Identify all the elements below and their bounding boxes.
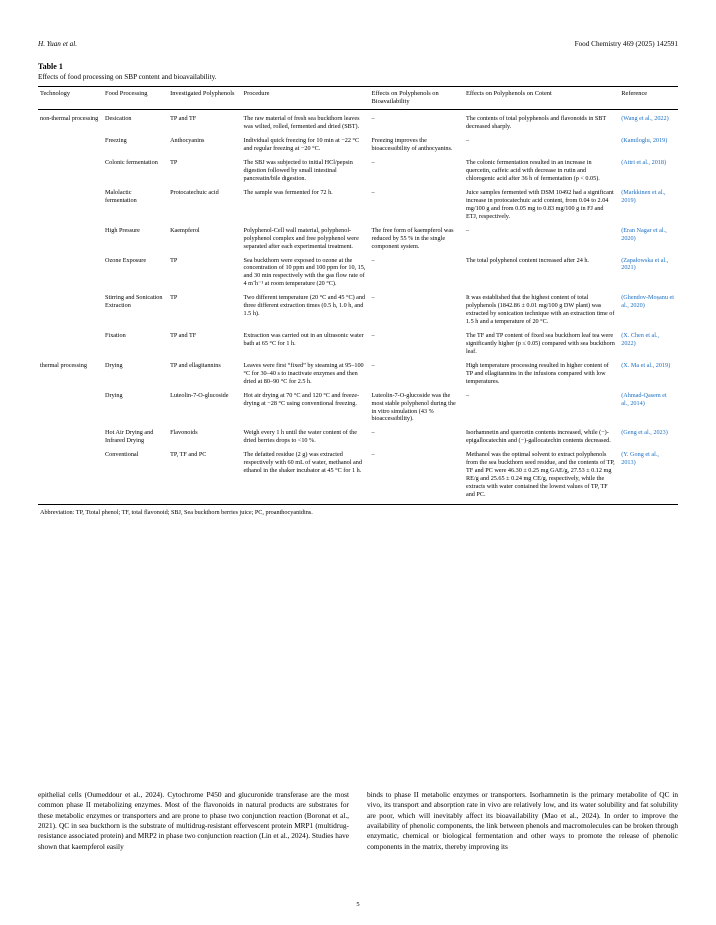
body-columns bbox=[38, 790, 678, 852]
cell-technology bbox=[38, 426, 103, 448]
table-row bbox=[38, 156, 678, 186]
cell-bioavailability: – bbox=[371, 361, 375, 369]
body-column-left bbox=[38, 790, 349, 852]
cell-polyphenols: TP and ellagitannins bbox=[170, 361, 221, 369]
body-column-right bbox=[367, 790, 678, 852]
cell-reference[interactable]: (Y. Gong et al., 2013) bbox=[621, 451, 659, 467]
cell-processing: Freezing bbox=[105, 137, 127, 145]
cell-processing: Drying bbox=[105, 361, 123, 369]
cell-processing: Stirring and Sonication Extraction bbox=[105, 294, 163, 310]
cell-technology bbox=[38, 254, 103, 292]
cell-polyphenols: TP bbox=[170, 159, 178, 167]
cell-processing: Colonic fermentation bbox=[105, 159, 158, 167]
cell-bioavailability: – bbox=[371, 294, 375, 302]
cell-reference[interactable]: (X. Chen et al., 2022) bbox=[621, 332, 660, 347]
table-row bbox=[38, 134, 678, 156]
cell-content: Juice samples fermented with DSM 10492 had a significant increase in protocatechuic acid content, from 0.04 to 2.04 mg/100 g and from 0.05 mg to 0.83 mg/100 g in FJ and ETJ, respectively. bbox=[465, 188, 614, 220]
table-number: Table 1 bbox=[38, 62, 63, 71]
cell-technology bbox=[38, 134, 103, 156]
column-header-technology: Technology bbox=[38, 87, 103, 110]
table-row bbox=[38, 254, 678, 292]
table-row bbox=[38, 426, 678, 448]
column-header-food-processing: Food Processing bbox=[103, 87, 168, 110]
cell-bioavailability: – bbox=[371, 188, 375, 196]
cell-reference[interactable]: (X. Ma et al., 2019) bbox=[621, 361, 671, 369]
table-row bbox=[38, 359, 678, 389]
cell-polyphenols: TP and TF bbox=[170, 115, 197, 123]
cell-reference[interactable]: (Ahmad-Qasem et al., 2014) bbox=[621, 391, 667, 407]
cell-reference[interactable]: (Markkinen et al., 2019) bbox=[621, 188, 666, 204]
cell-content: The TF and TP content of fixed sea buckthorn leaf tea were significantly higher (p ≤ 0.05) compared with sea buckthorn leaf. bbox=[465, 332, 615, 355]
cell-procedure: Polyphenol-Cell wall material, polyphenol-polyphenol complex and free polyphenol were separated after each experimental treatment. bbox=[243, 226, 359, 250]
running-head-journal: Food Chemistry 469 (2025) 142591 bbox=[574, 40, 678, 48]
cell-technology: non-thermal processing bbox=[40, 115, 99, 123]
cell-content: – bbox=[465, 226, 470, 234]
cell-polyphenols: Anthocyanins bbox=[170, 137, 205, 145]
cell-procedure: Hot air drying at 70 °C and 120 °C and freeze-drying at −28 °C using conventional freezing. bbox=[243, 391, 360, 407]
cell-polyphenols: TP bbox=[170, 294, 178, 302]
cell-technology bbox=[38, 329, 103, 359]
table-row bbox=[38, 291, 678, 329]
cell-polyphenols: Protocatechuic acid bbox=[170, 188, 219, 196]
cell-procedure: The sample was fermented for 72 h. bbox=[243, 188, 333, 196]
cell-technology bbox=[38, 186, 103, 224]
cell-polyphenols: TP, TF and PC bbox=[170, 451, 207, 459]
column-header-investigated-polyphenols: Investigated Polyphenols bbox=[168, 87, 241, 110]
table-abbreviation-note: Abbreviation: TP, Ttotal phenol; TF, total flavonoid; SBJ, Sea buckthorn berries juice; PC, proanthocyanidins. bbox=[40, 508, 313, 516]
column-header-content: Effects on Polyphenols on Cotent bbox=[464, 87, 619, 110]
table-row bbox=[38, 224, 678, 254]
cell-technology bbox=[38, 156, 103, 186]
cell-bioavailability: – bbox=[371, 451, 375, 459]
table-row bbox=[38, 389, 678, 427]
cell-content: – bbox=[465, 137, 470, 145]
cell-polyphenols: Kaempferol bbox=[170, 226, 200, 234]
running-head-authors: H. Yuan et al. bbox=[38, 40, 78, 48]
cell-technology bbox=[38, 448, 103, 502]
paragraph-right: binds to phase II metabolic enzymes or transporters. Isorhamnetin is the primary metabolite of QC in vivo, its transport and absorption rate in vivo are relatively low, and its water solubility and fat solubility are poor, which will inevitably affect its bioavailability (Mao et al., 2024). In order to improve the availability of phenolic components, the link between phenols and macromolecules can be broken through enzymatic, chemical or biological fermentation and other ways to promote the release of phenolic components in the matrix, thereby improving its bbox=[367, 790, 678, 851]
table-row bbox=[38, 329, 678, 359]
cell-content: The contents of total polyphenols and flavonoids in SBT decreased sharply. bbox=[465, 115, 607, 131]
cell-bioavailability: Freezing improves the bioaccessibility of anthocyanins. bbox=[371, 137, 453, 153]
cell-technology bbox=[38, 389, 103, 427]
cell-polyphenols: Luteolin-7-O-glucoside bbox=[170, 391, 229, 399]
cell-content: Isorhamnetin and quercetin contents increased, while (−)-epigallocatechin and (−)-gallocatechin contents decreased. bbox=[465, 429, 611, 445]
table-row bbox=[38, 186, 678, 224]
cell-bioavailability: – bbox=[371, 256, 375, 264]
table-header-row bbox=[38, 87, 678, 110]
column-header-procedure: Procedure bbox=[242, 87, 370, 110]
cell-reference[interactable]: (Attri et al., 2018) bbox=[621, 159, 667, 167]
running-head bbox=[38, 40, 678, 48]
cell-processing: Drying bbox=[105, 391, 123, 399]
cell-processing: Fixation bbox=[105, 332, 126, 339]
cell-bioavailability: – bbox=[371, 332, 375, 339]
cell-content: High temperature processing resulted in higher content of TP and ellagitannins in the infusions compared with low temperatures. bbox=[465, 361, 609, 385]
table-1-block bbox=[38, 62, 678, 516]
cell-content: The total polyphenol content increased after 24 h. bbox=[465, 256, 589, 264]
cell-processing: Hot Air Drying and Infrared Drying bbox=[105, 429, 154, 445]
table-row bbox=[38, 448, 678, 502]
cell-reference[interactable]: (Eran Nagar et al., 2020) bbox=[621, 226, 667, 242]
table-caption: Effects of food processing on SBP content and bioavailability. bbox=[38, 73, 217, 81]
cell-polyphenols: TP bbox=[170, 256, 178, 264]
effects-table bbox=[38, 86, 678, 502]
cell-technology: thermal processing bbox=[40, 361, 87, 369]
cell-reference[interactable]: (Zapałowska et al., 2021) bbox=[621, 256, 669, 272]
cell-bioavailability: – bbox=[371, 429, 375, 437]
cell-reference[interactable]: (Geng et al., 2023) bbox=[621, 429, 668, 437]
cell-processing: Desication bbox=[105, 115, 132, 123]
cell-procedure: The SBJ was subjected to initial HCl/pepsin digestion followed by small intestinal pancreatin/bile digestion. bbox=[243, 159, 353, 182]
cell-bioavailability: Luteolin-7-O-glucoside was the most stable polyphenol during the in vitro simulation (43 % bioaccessibility). bbox=[371, 391, 456, 423]
cell-procedure: Extraction was carried out in an ultrasonic water bath at 65 °C for 1 h. bbox=[243, 332, 364, 347]
cell-reference[interactable]: (Wang et al., 2022) bbox=[621, 115, 669, 123]
cell-content: Methanol was the optimal solvent to extract polyphenols from the sea buckthorn seed residue, and the contents of TP, TF and PC were 46.30 ± 0.25 mg GAE/g, 27.53 ± 0.12 mg RE/g and 25.65 ± 0.24 mg CE/g, respectively, while the extracts with water contained the lowest values of TP, TF and PC. bbox=[465, 451, 615, 498]
cell-reference[interactable]: (Kamiloglu, 2019) bbox=[621, 137, 668, 145]
cell-bioavailability: – bbox=[371, 115, 375, 123]
cell-bioavailability: The free form of kaempferol was reduced by 55 % in the single component system. bbox=[371, 226, 454, 250]
cell-procedure: Weigh every 1 h until the water content of the dried berries drops to <10 %. bbox=[243, 429, 357, 445]
cell-processing: High Pressure bbox=[105, 226, 140, 234]
cell-processing: Conventional bbox=[105, 451, 139, 459]
cell-procedure: Leaves were first “fixed” by steaming at 95–100 °C for 30–40 s to inactivate enzymes and then dried at 80–90 °C for 2.5 h. bbox=[243, 361, 364, 385]
cell-processing: Malolactic fermentation bbox=[105, 188, 137, 204]
cell-reference[interactable]: (Ghendov-Moșanu et al., 2020) bbox=[621, 294, 674, 310]
column-header-reference: Reference bbox=[619, 87, 678, 110]
column-header-bioavailability: Effects on Polyphenols on Bioavailability bbox=[370, 87, 464, 110]
cell-processing: Ozone Exposure bbox=[105, 256, 147, 264]
table-row bbox=[38, 110, 678, 134]
cell-content: It was established that the highest content of total polyphenols (1842.86 ± 0.01 mg/100 g DW plant) was extracted by sonication technique with an extraction time of 1.5 h and a temperature of 20 °C. bbox=[465, 294, 615, 326]
cell-technology bbox=[38, 291, 103, 329]
cell-technology bbox=[38, 224, 103, 254]
cell-bioavailability: – bbox=[371, 159, 375, 167]
cell-content: The colonic fermentation resulted in an increase in quercetin, caffeic acid with decrease in rutin and chlorogenic acid after 36 h of fermentation (p < 0.05). bbox=[465, 159, 600, 182]
page-number: 5 bbox=[356, 901, 360, 908]
paragraph-left: epithelial cells (Oumeddour et al., 2024). Cytochrome P450 and glucuronide transferase are the most common phase II metabolizing enzymes. Most of the flavonoids in natural products are substrates for these metabolic enzymes or transporters and are prone to phase two conjunction reaction (Boronat et al., 2021). QC in sea buckthorn is the substrate of multidrug-resistant effervescent protein MRP1 (multidrug-resistance associated protein) and MRP2 in phase two conjunction reaction (Lin et al., 2024). Studies have shown that kaempferol easily bbox=[38, 790, 349, 851]
cell-polyphenols: TP and TF bbox=[170, 332, 197, 339]
cell-procedure: Sea buckthorn were exposed to ozone at the concentration of 10 ppm and 100 ppm for 10, 15, and 30 min respectively with the gas flow rate of 4 mˉh⁻¹ at room temperature (20 °C). bbox=[243, 256, 366, 288]
cell-content: – bbox=[465, 391, 470, 399]
cell-procedure: The defatted residue (2 g) was extracted respectively with 60 mL of water, methanol and ethanol in the shaker incubator at 45 °C for 1 h. bbox=[243, 451, 362, 475]
cell-procedure: The raw material of fresh sea buckthorn leaves was wilted, rolled, fermented and dried (SBT). bbox=[243, 115, 360, 131]
cell-procedure: Two different temperature (20 °C and 45 °C) and three different extraction times (0.5 h, 1.0 h, and 1.5 h). bbox=[243, 294, 366, 318]
cell-procedure: Individual quick freezing for 10 min at −22 °C and regular freezing at −20 °C. bbox=[243, 137, 360, 153]
cell-polyphenols: Flavonoids bbox=[170, 429, 198, 437]
